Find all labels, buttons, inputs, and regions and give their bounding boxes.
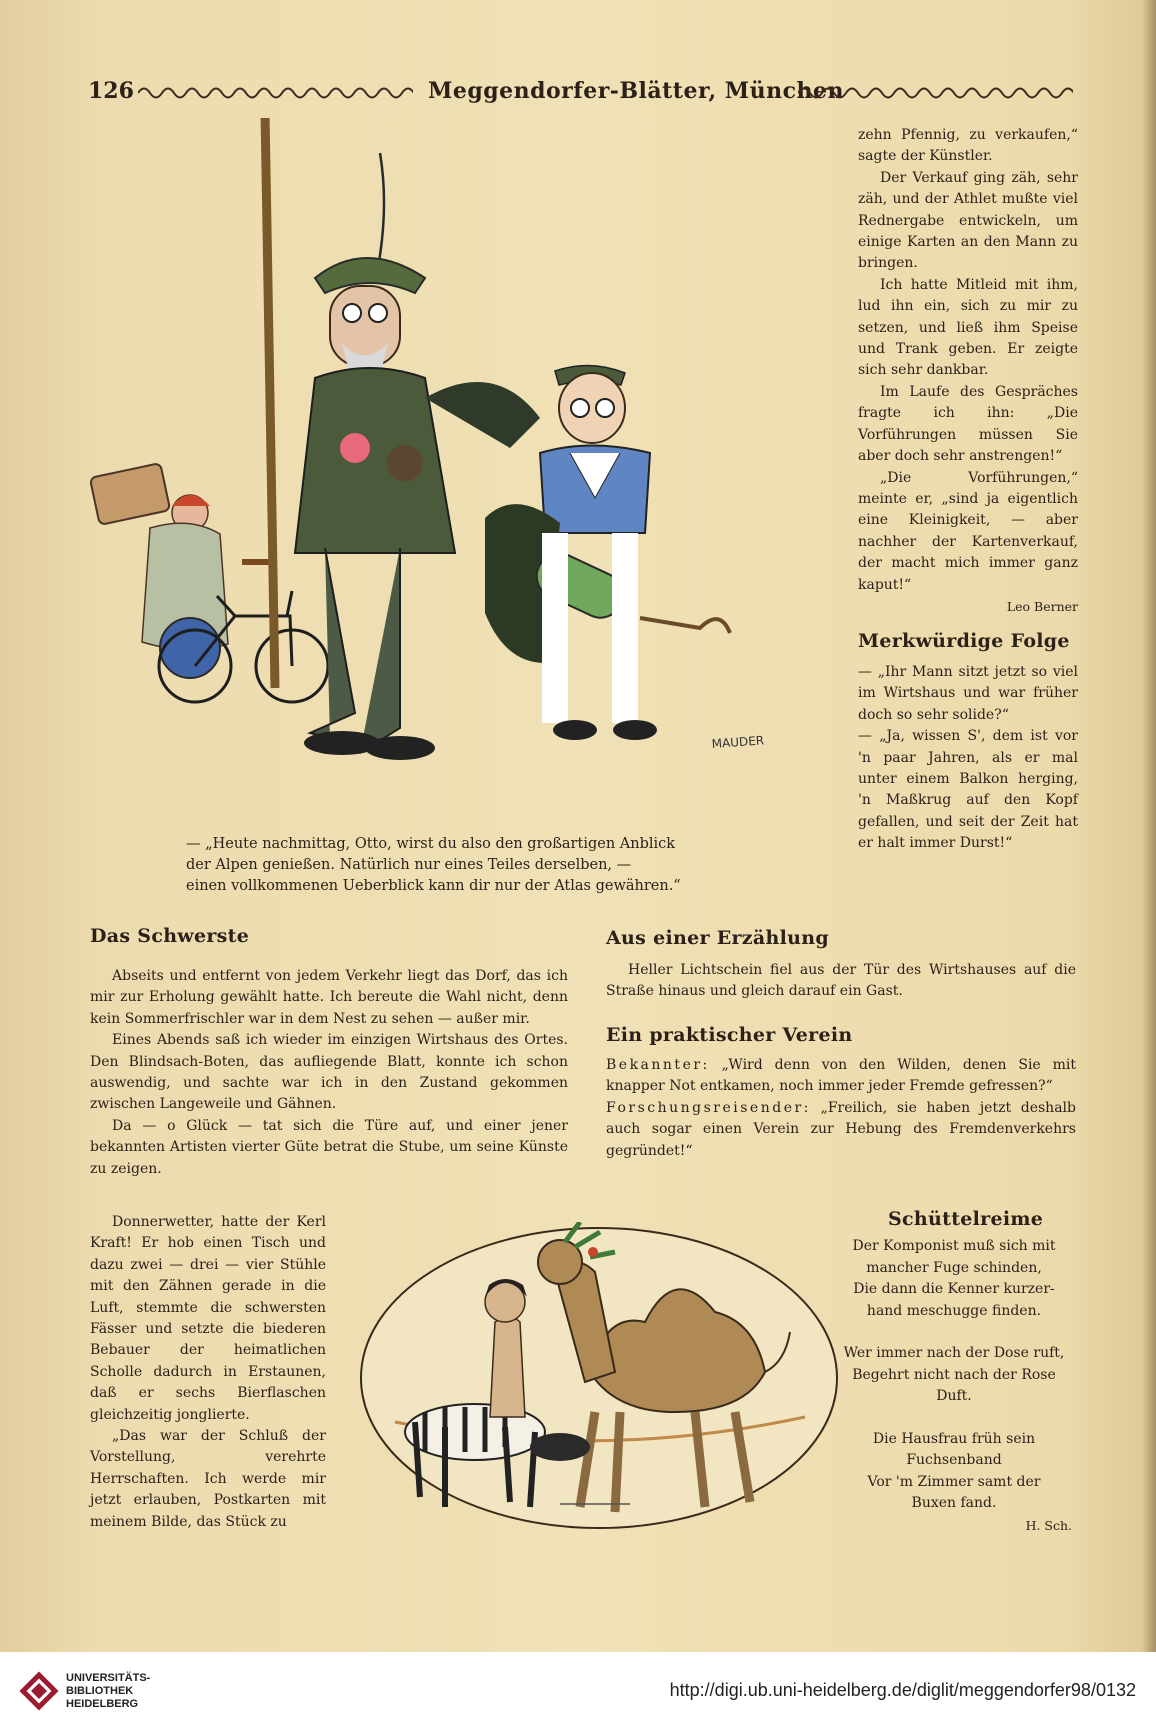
heading-schuettelreime: Schüttelreime — [888, 1208, 1044, 1230]
paragraph: „Das war der Schluß der Vorstellung, verehrte Herrschaften. Ich werde mir jetzt erlauben, Postkarten mit meinem Bilde, das Stück zu — [90, 1428, 326, 1530]
page-header — [88, 74, 1078, 112]
digital-source-url-link[interactable]: http://digi.ub.uni-heidelberg.de/diglit/meggendorfer98/0132 — [669, 1680, 1136, 1700]
das-schwerste-text-wide — [90, 966, 568, 1180]
library-name-line: HEIDELBERG — [66, 1698, 139, 1710]
library-name-line: UNIVERSITÄTS- — [66, 1672, 151, 1684]
paragraph: „Die Vorführungen,“ meinte er, „sind ja eigentlich eine Kleinigkeit, — aber nachher der Kartenverkauf, der macht mich immer ganz kaput!“ — [858, 469, 1078, 593]
paragraph: Ich hatte Mitleid mit ihm, lud ihn ein, sich zu mir zu setzen, und ließ ihm Speise und Trank geben. Er zeigte sich sehr dankbar. — [858, 276, 1078, 379]
paragraph: Der Verkauf ging zäh, sehr zäh, und der Athlet mußte viel Rednergabe entwickeln, um einige Karten an den Mann zu bringen. — [858, 169, 1078, 272]
poem-line: Buxen fand. — [911, 1495, 997, 1511]
artist-signature-mauder: MAUDER — [711, 733, 765, 751]
heading-aus-einer-erzaehlung: Aus einer Erzählung — [606, 927, 829, 949]
paragraph: Da — o Glück — tat sich die Türe auf, und einer jener bekannten Artisten vierter Güte betrat die Stube, um seine Künste zu zeigen. — [90, 1117, 568, 1177]
das-schwerste-text-narrow — [90, 1212, 326, 1533]
poem-line: Der Komponist muß sich mit — [852, 1238, 1056, 1254]
poem-line: Vor 'm Zimmer samt der — [867, 1473, 1041, 1490]
paragraph: — „Ihr Mann sitzt jetzt so viel im Wirtshaus und war früher doch so sehr solide?“ — [858, 664, 1078, 723]
poem-line: mancher Fuge schinden, — [866, 1259, 1042, 1276]
signature-leo-berner: Leo Berner — [1006, 598, 1078, 614]
header-ornament-left — [138, 86, 413, 100]
signature-h-sch: H. Sch. — [1025, 1517, 1072, 1533]
dialogue-text: „Wird denn von den Wilden, denen Sie mit knapper Not entkamen, noch immer jeder Fremde gefressen?“ — [606, 1057, 1076, 1095]
poem-line: Die dann die Kenner kurzer- — [853, 1281, 1055, 1297]
hiker-figure — [295, 153, 540, 760]
story-continuation-column — [858, 125, 1078, 617]
poem-line: Wer immer nach der Dose ruft, — [843, 1345, 1065, 1361]
paragraph: Abseits und entfernt von jedem Verkehr liegt das Dorf, das ich mir zur Erholung gewählt hatte. Ich bereute die Wahl nicht, denn kein Sommerfrischler war in dem Nest zu sehen — außer mir. — [90, 968, 568, 1027]
porter-figure — [90, 463, 228, 678]
university-library-logo-icon — [18, 1670, 60, 1712]
cartoon-alps-illustration — [80, 118, 850, 838]
cartoon-caption — [186, 834, 736, 897]
header-ornament-right — [798, 86, 1073, 100]
poem-line: hand meschugge finden. — [866, 1302, 1042, 1319]
paragraph: Im Laufe des Gespräches fragte ich ihn: „Die Vorführungen müssen Sie aber doch sehr anstrengen!“ — [858, 383, 1078, 465]
paragraph: zehn Pfennig, zu verkaufen,“ sagte der Künstler. — [858, 127, 1078, 165]
library-name-line: BIBLIOTHEK — [66, 1685, 134, 1697]
ein-praktischer-verein-text — [606, 1055, 1076, 1162]
caption-line: — „Heute nachmittag, Otto, wirst du also den großartigen Anblick — [186, 836, 676, 852]
caption-line: einen vollkommenen Ueberblick kann dir nur der Atlas gewähren.“ — [186, 878, 681, 894]
dialogue-text: „Freilich, sie haben jetzt deshalb auch sogar einen Verein zur Hebung des Fremdenverkehrs gegründet!“ — [606, 1099, 1076, 1159]
poem-line: Die Hausfrau früh sein — [872, 1430, 1036, 1447]
paragraph: Donnerwetter, hatte der Kerl Kraft! Er hob einen Tisch und dazu zwei — drei — vier Stühle mit den Zähnen gerade in die Luft, stemmte die schwersten Fässer und setzte die biederen Bebauer der heimatlichen Scholle dadurch in Erstaunen, daß er sechs Bierflaschen gleichzeitig jonglierte. — [90, 1214, 326, 1423]
merkwuerdige-folge-text — [858, 662, 1078, 855]
poem-line: Fuchsenband — [906, 1452, 1002, 1468]
paragraph: Heller Lichtschein fiel aus der Tür des Wirtshauses auf die Straße hinaus und gleich darauf ein Gast. — [606, 962, 1076, 1000]
dialogue-line — [606, 1098, 1076, 1162]
heading-merkwuerdige-folge: Merkwürdige Folge — [858, 630, 1070, 652]
paragraph: — „Ja, wissen S', dem ist vor 'n paar Jahren, als er mal unter einem Balkon herging, 'n Maßkrug auf den Kopf gefallen, und seit der Zeit hat er halt immer Durst!“ — [858, 728, 1078, 852]
library-name — [66, 1672, 150, 1711]
aus-einer-erzaehlung-text — [606, 960, 1076, 1003]
camel-zebra-illustration — [355, 1222, 843, 1542]
poem-line: Duft. — [936, 1388, 972, 1404]
dialogue-line — [606, 1055, 1076, 1098]
paragraph: Eines Abends saß ich wieder im einzigen Wirtshaus des Ortes. Den Blindsach-Boten, das aufliegende Blatt, konnte ich schon auswendig, und sachte war ich in den Zustand gekommen zwischen Langeweile und Gähnen. — [90, 1032, 568, 1113]
schuettelreime-poems — [832, 1236, 1076, 1536]
heading-ein-praktischer-verein: Ein praktischer Verein — [606, 1024, 853, 1046]
heading-das-schwerste: Das Schwerste — [90, 925, 250, 947]
caption-line: der Alpen genießen. Natürlich nur eines Teiles derselben, — — [186, 857, 632, 873]
speaker-forschungsreisender: Forschungsreisender: — [606, 1099, 811, 1116]
digital-library-footer — [0, 1652, 1156, 1735]
speaker-bekannter: Bekannter: — [606, 1057, 710, 1073]
page-number: 126 — [88, 78, 134, 104]
magazine-title: Meggendorfer-Blätter, München — [428, 78, 844, 104]
poem-line: Begehrt nicht nach der Rose — [852, 1366, 1056, 1383]
